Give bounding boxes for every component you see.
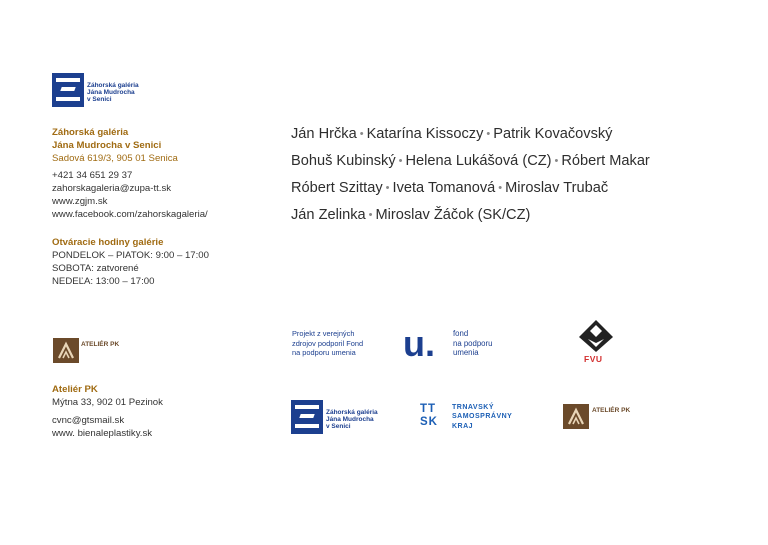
hours-weekdays: PONDELOK – PIATOK: 9:00 – 17:00 — [52, 250, 209, 261]
gallery-web[interactable]: www.zgjm.sk — [52, 196, 108, 207]
zg-logo-mark — [52, 73, 84, 107]
zg-logo-line1: Záhorská galéria — [87, 82, 139, 89]
fvu-label: FVU — [584, 354, 603, 364]
fpu-logo-mark: u. — [403, 323, 435, 364]
artist-name: Iveta Tomanová — [392, 180, 496, 196]
footer-atelier-pk-logo-icon — [563, 404, 589, 429]
hours-title: Otváracie hodiny galérie — [52, 237, 164, 248]
fvu-logo-icon — [578, 319, 614, 353]
artist-name: Róbert Szittay — [291, 180, 383, 196]
gallery-name1: Záhorská galéria — [52, 127, 129, 138]
hours-saturday: SOBOTA: zatvorené — [52, 263, 139, 274]
gallery-phone: +421 34 651 29 37 — [52, 170, 133, 181]
ttsk-line2: SAMOSPRÁVNY — [452, 413, 513, 421]
zg-logo-line2: Jána Mudrocha — [87, 89, 135, 96]
fpu-line3: umenia — [453, 348, 479, 358]
atelier-web[interactable]: www. bienaleplastiky.sk — [52, 428, 153, 439]
funding-line2: zdrojov podporil Fond — [292, 338, 364, 348]
hours-sunday: NEDEĽA: 13:00 – 17:00 — [52, 276, 155, 287]
zg-logo-line3: v Senici — [87, 96, 112, 103]
artist-name: Miroslav Žáčok (SK/CZ) — [375, 207, 531, 223]
ttsk-line3: KRAJ — [452, 422, 474, 430]
artists-row: Róbert Szittay • Iveta Tomanová • Miroslav Trubač — [291, 180, 609, 196]
artists-list — [291, 121, 650, 229]
artist-name: Bohuš Kubinský — [291, 153, 396, 169]
artist-name: Helena Lukášová (CZ) — [405, 153, 552, 169]
footer-zg-line3: v Senici — [326, 423, 351, 430]
atelier-info — [52, 383, 163, 440]
atelier-name: Ateliér PK — [52, 384, 98, 395]
gallery-info — [52, 126, 208, 221]
funding-line3: na podporu umenia — [292, 348, 356, 357]
atelier-address: Mýtna 33, 902 01 Pezinok — [52, 397, 163, 408]
artist-name: Miroslav Trubač — [505, 180, 609, 196]
artist-name: Róbert Makar — [561, 153, 650, 169]
footer-atelier-pk-logo-label: ATELIÉR PK — [592, 407, 631, 414]
zahorska-galeria-logo — [52, 73, 152, 107]
fpu-logo-text — [453, 329, 492, 358]
footer-zahorska-galeria-logo — [291, 400, 391, 434]
gallery-address: Sadová 619/3, 905 01 Senica — [52, 153, 178, 164]
artist-name: Ján Hrčka — [291, 126, 357, 142]
opening-hours — [52, 236, 209, 288]
gallery-name2: Jána Mudrocha v Senici — [52, 140, 162, 151]
footer-zg-line1: Záhorská galéria — [326, 409, 378, 416]
ttsk-abbr1: TT — [420, 403, 437, 415]
artist-name: Katarína Kissoczy — [366, 126, 484, 142]
gallery-facebook[interactable]: www.facebook.com/zahorskagaleria/ — [52, 209, 208, 220]
atelier-pk-logo-icon — [53, 338, 79, 363]
atelier-email[interactable]: cvnc@gtsmail.sk — [52, 415, 125, 426]
artists-row: Ján Hrčka • Katarína Kissoczy • Patrik Kovačovský — [291, 126, 613, 142]
atelier-pk-logo-label: ATELIÉR PK — [81, 341, 120, 348]
ttsk-logo — [420, 403, 540, 435]
footer-zg-line2: Jána Mudrocha — [326, 416, 374, 423]
footer-zg-logo-mark — [291, 400, 323, 434]
ttsk-line1: TRNAVSKÝ — [452, 404, 494, 411]
fvu-logo — [578, 319, 614, 365]
funding-line1: Projekt z verejných — [292, 329, 355, 338]
gallery-email[interactable]: zahorskagaleria@zupa-tt.sk — [52, 183, 172, 194]
fpu-line1: fond — [453, 329, 469, 338]
artist-name: Ján Zelinka — [291, 207, 366, 223]
artists-row: Ján Zelinka • Miroslav Žáčok (SK/CZ) — [291, 207, 531, 223]
funding-statement — [292, 329, 363, 358]
ttsk-abbr2: SK — [420, 416, 438, 428]
artist-name: Patrik Kovačovský — [493, 126, 613, 142]
artists-row: Bohuš Kubinský • Helena Lukášová (CZ) • Róbert Makar — [291, 153, 650, 169]
fpu-line2: na podporu — [453, 338, 493, 348]
